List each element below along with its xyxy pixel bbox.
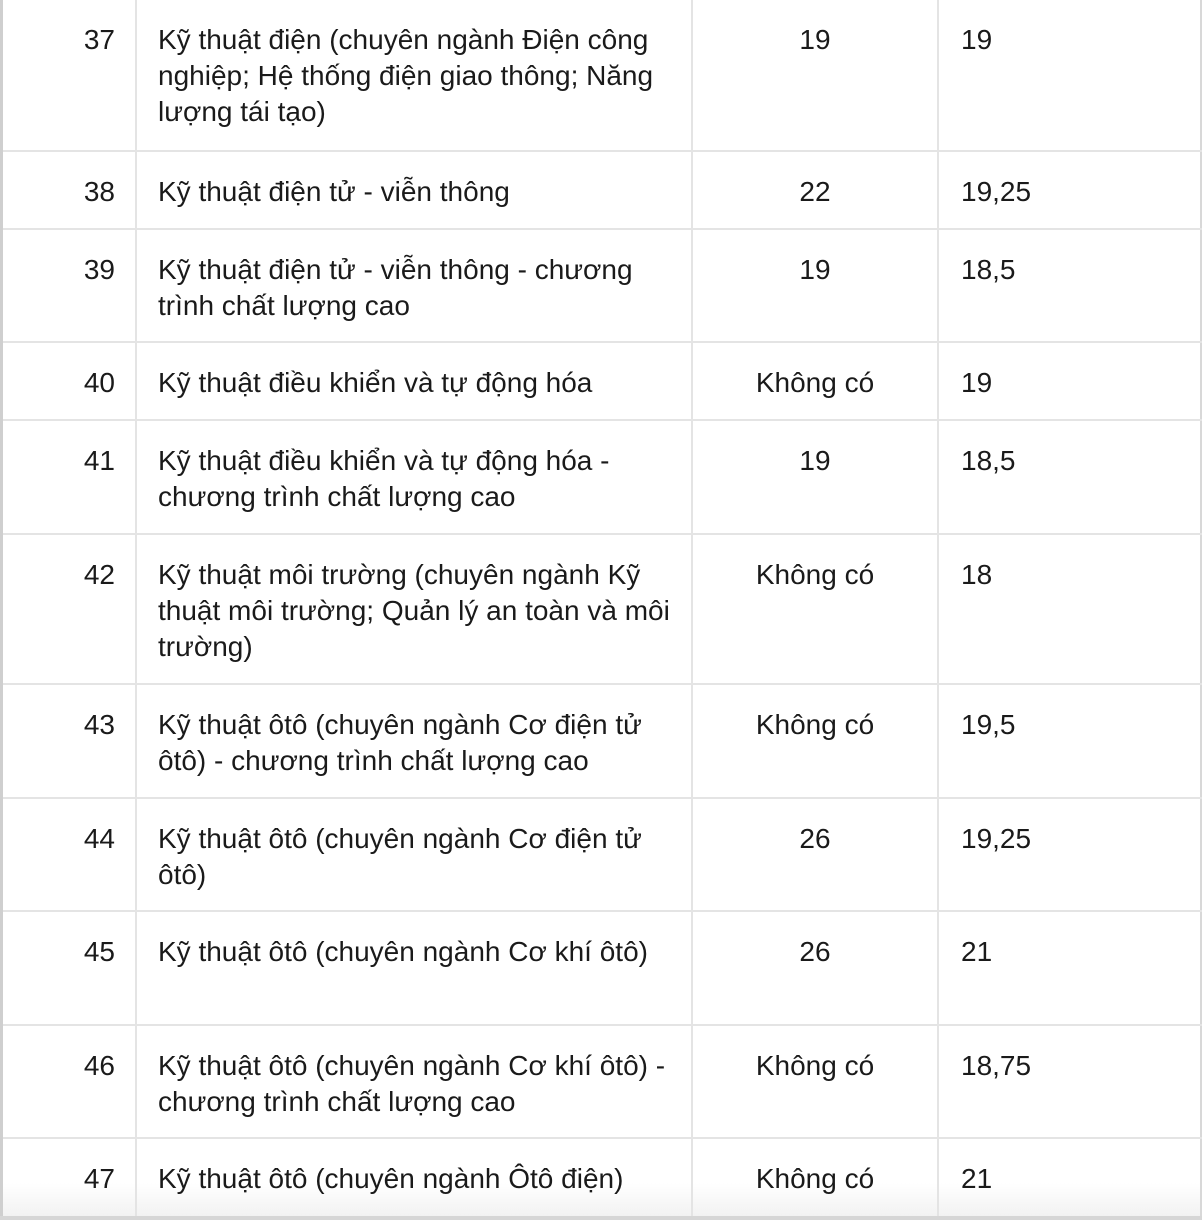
- table-row: [3, 535, 1202, 685]
- score-col-a: Không có: [693, 343, 939, 419]
- score-col-b: 21: [939, 912, 1202, 1024]
- major-name: Kỹ thuật ôtô (chuyên ngành Cơ khí ôtô) - chương trình chất lượng cao: [137, 1026, 693, 1137]
- score-col-b: 18,5: [939, 421, 1202, 533]
- bottom-divider: [0, 1216, 1202, 1220]
- score-col-a: Không có: [693, 1026, 939, 1137]
- row-number: 37: [3, 0, 137, 150]
- table-row: [3, 1139, 1202, 1219]
- row-number: 38: [3, 152, 137, 228]
- score-col-a: 26: [693, 912, 939, 1024]
- table-row: [3, 912, 1202, 1026]
- score-col-a: 19: [693, 230, 939, 341]
- score-col-a: 19: [693, 421, 939, 533]
- row-number: 41: [3, 421, 137, 533]
- major-name: Kỹ thuật ôtô (chuyên ngành Cơ điện tử ôtô) - chương trình chất lượng cao: [137, 685, 693, 797]
- score-col-a: Không có: [693, 685, 939, 797]
- table-row: [3, 1026, 1202, 1139]
- score-col-b: 19: [939, 343, 1202, 419]
- row-number: 45: [3, 912, 137, 1024]
- score-col-a: Không có: [693, 1139, 939, 1219]
- major-name: Kỹ thuật điều khiển và tự động hóa: [137, 343, 693, 419]
- major-name: Kỹ thuật môi trường (chuyên ngành Kỹ thuật môi trường; Quản lý an toàn và môi trường): [137, 535, 693, 683]
- major-name: Kỹ thuật ôtô (chuyên ngành Cơ điện tử ôtô): [137, 799, 693, 910]
- score-col-b: 19,25: [939, 799, 1202, 910]
- row-number: 47: [3, 1139, 137, 1219]
- row-number: 43: [3, 685, 137, 797]
- major-name: Kỹ thuật điện (chuyên ngành Điện công nghiệp; Hệ thống điện giao thông; Năng lượng tái tạo): [137, 0, 693, 150]
- score-col-a: 22: [693, 152, 939, 228]
- score-col-b: 18,75: [939, 1026, 1202, 1137]
- table-row: [3, 799, 1202, 912]
- score-col-b: 19,25: [939, 152, 1202, 228]
- score-col-a: Không có: [693, 535, 939, 683]
- major-name: Kỹ thuật điều khiển và tự động hóa - chương trình chất lượng cao: [137, 421, 693, 533]
- row-number: 46: [3, 1026, 137, 1137]
- table-row: [3, 343, 1202, 421]
- row-number: 40: [3, 343, 137, 419]
- score-col-a: 26: [693, 799, 939, 910]
- row-number: 42: [3, 535, 137, 683]
- score-col-b: 18,5: [939, 230, 1202, 341]
- table-row: [3, 421, 1202, 535]
- score-col-b: 21: [939, 1139, 1202, 1219]
- table-row: [3, 0, 1202, 152]
- table-row: [3, 230, 1202, 343]
- major-name: Kỹ thuật ôtô (chuyên ngành Ôtô điện): [137, 1139, 693, 1219]
- table-row: [3, 685, 1202, 799]
- table-row: [3, 152, 1202, 230]
- row-number: 44: [3, 799, 137, 910]
- row-number: 39: [3, 230, 137, 341]
- score-col-b: 18: [939, 535, 1202, 683]
- major-name: Kỹ thuật điện tử - viễn thông: [137, 152, 693, 228]
- major-name: Kỹ thuật điện tử - viễn thông - chương trình chất lượng cao: [137, 230, 693, 341]
- score-col-b: 19: [939, 0, 1202, 150]
- score-col-b: 19,5: [939, 685, 1202, 797]
- score-col-a: 19: [693, 0, 939, 150]
- major-name: Kỹ thuật ôtô (chuyên ngành Cơ khí ôtô): [137, 912, 693, 1024]
